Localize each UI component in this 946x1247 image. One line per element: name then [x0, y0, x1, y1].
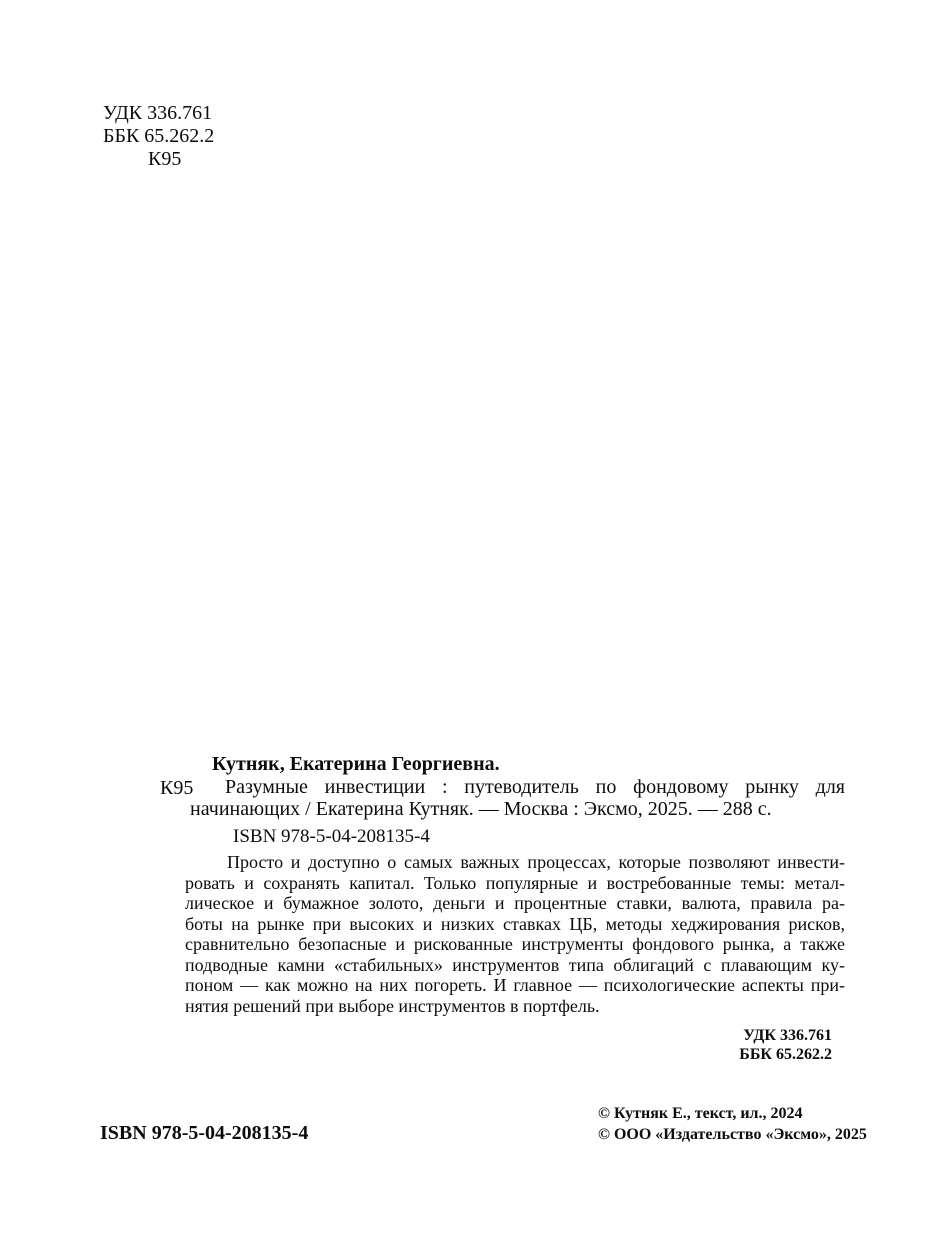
copyright-block — [598, 1104, 867, 1145]
annotation-line-3: лическое и бумажное золото, деньги и процентные ставки, валюта, правила ра- — [185, 893, 845, 913]
author-sign-top: К95 — [148, 148, 182, 170]
classification-block-top — [103, 102, 214, 171]
entry-author-heading: Кутняк, Екатерина Георгиевна. — [212, 753, 500, 775]
annotation-line-4: боты на рынке при высоких и низких ставках ЦБ, методы хеджирования рисков, — [185, 913, 845, 934]
footer-isbn: ISBN 978-5-04-208135-4 — [100, 1122, 309, 1144]
annotation-line-8: нятия решений при выборе инструментов в портфель. — [185, 995, 600, 1016]
bbk-code-bottom: ББК 65.262.2 — [739, 1046, 832, 1063]
entry-title-line-2: начинающих / Екатерина Кутняк. — Москва : Эксмо, 2025. — 288 с. — [190, 798, 772, 820]
entry-title-line-1: Разумные инвестиции : путеводитель по фондовому рынку для — [225, 775, 845, 798]
annotation-line-6: подводные камни «стабильных» инструментов типа облигаций с плавающим ку- — [185, 954, 845, 975]
annotation-line-5: сравнительно безопасные и рискованные инструменты фондового рынка, а также — [185, 934, 845, 954]
annotation-line-7: поном — как можно на них погореть. И главное — психологические аспекты при- — [185, 975, 845, 995]
annotation-paragraph — [185, 852, 845, 1016]
classification-block-bottom — [602, 1026, 832, 1064]
bbk-code-top: ББК 65.262.2 — [103, 125, 215, 147]
udk-code-bottom: УДК 336.761 — [743, 1027, 832, 1044]
copyright-line-publisher: © ООО «Издательство «Эксмо», 2025 — [598, 1125, 867, 1143]
entry-author-sign: К95 — [160, 777, 194, 799]
bibliographic-entry — [190, 753, 845, 821]
annotation-line-1: Просто и доступно о самых важных процессах, которые позволяют инвести- — [227, 852, 845, 872]
copyright-line-author: © Кутняк Е., текст, ил., 2024 — [598, 1105, 803, 1122]
udk-code-top: УДК 336.761 — [103, 102, 213, 124]
annotation-line-2: ровать и сохранять капитал. Только популярные и востребованные темы: метал- — [185, 872, 845, 893]
entry-isbn: ISBN 978-5-04-208135-4 — [233, 826, 430, 847]
